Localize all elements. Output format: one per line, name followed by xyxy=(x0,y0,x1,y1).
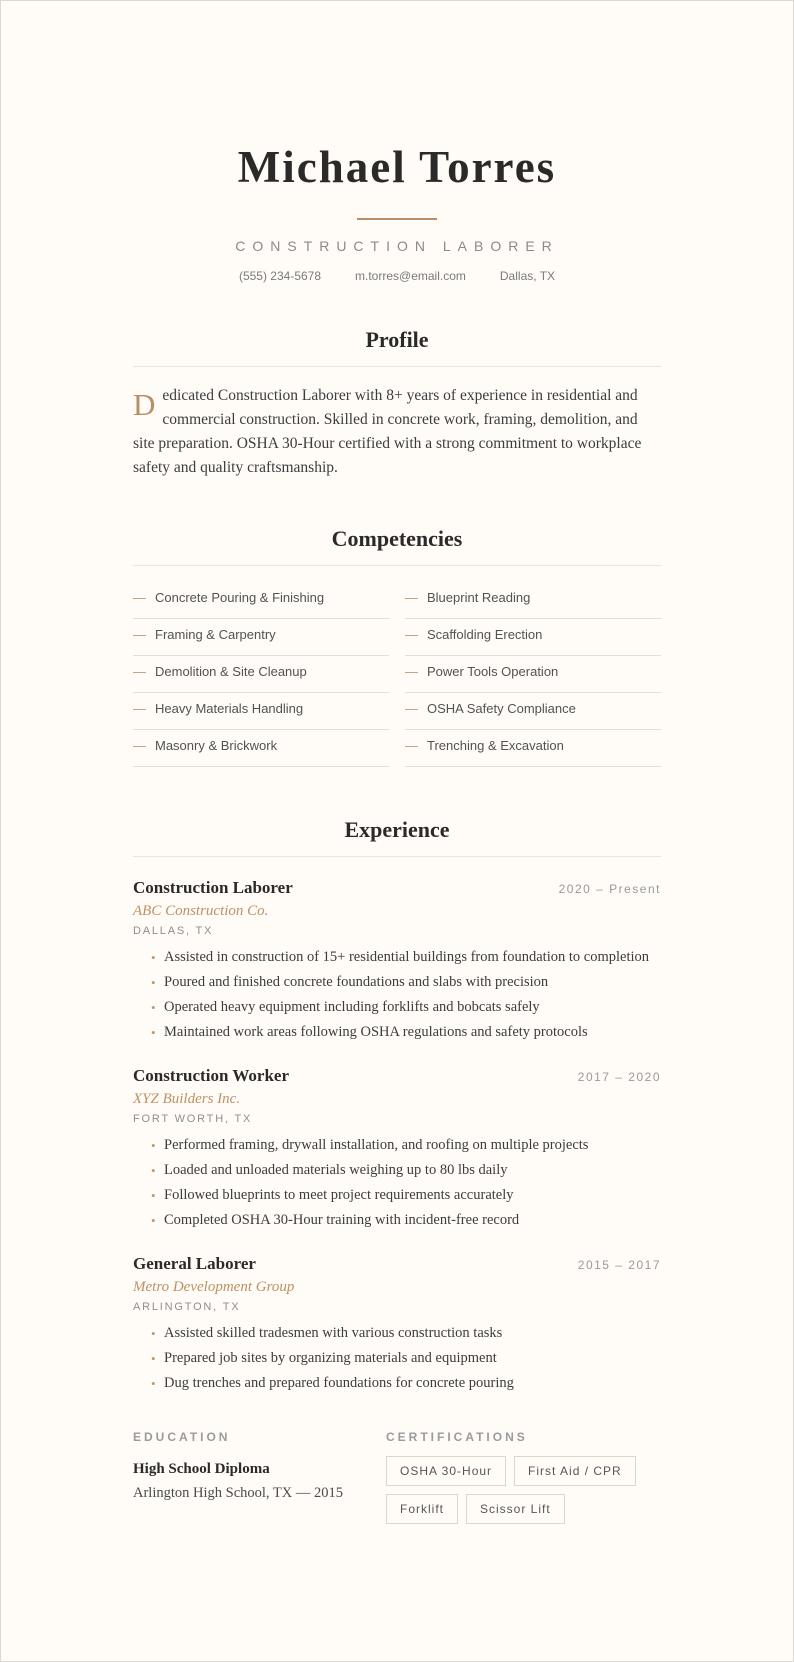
bullet-icon: • xyxy=(151,1326,156,1341)
bullet-item xyxy=(151,1346,661,1371)
person-name: Michael Torres xyxy=(237,142,557,192)
bullet-item xyxy=(151,1208,661,1233)
education-degree: High School Diploma xyxy=(133,1461,270,1477)
bullet-icon: • xyxy=(151,1213,156,1228)
certification-badge: Scissor Lift xyxy=(466,1494,565,1524)
dash-icon: — xyxy=(405,590,418,605)
bullet-icon: • xyxy=(151,1188,156,1203)
profile-rule xyxy=(133,366,661,367)
job-bullets xyxy=(133,1321,661,1396)
bullet-text: Assisted skilled tradesmen with various construction tasks xyxy=(164,1325,503,1341)
job-title: Construction Laborer xyxy=(133,878,293,897)
dash-icon: — xyxy=(133,627,146,642)
skill-label: Framing & Carpentry xyxy=(155,627,276,642)
person-job-title: CONSTRUCTION LABORER xyxy=(235,238,559,254)
bullet-icon: • xyxy=(151,1025,156,1040)
job-entry xyxy=(133,1253,661,1396)
bullet-text: Assisted in construction of 15+ residential buildings from foundation to completion xyxy=(164,949,649,965)
bullet-item xyxy=(151,945,661,970)
skill-item xyxy=(133,590,389,619)
job-head xyxy=(133,877,661,899)
job-location: FORT WORTH, TX xyxy=(133,1113,253,1125)
experience-heading: Experience xyxy=(344,817,450,842)
experience-section xyxy=(133,817,661,1396)
bullet-item xyxy=(151,1158,661,1183)
dash-icon: — xyxy=(405,664,418,679)
job-company: ABC Construction Co. xyxy=(133,903,269,919)
certifications-label: CERTIFICATIONS xyxy=(386,1430,528,1444)
bullet-text: Maintained work areas following OSHA regulations and safety protocols xyxy=(164,1024,588,1040)
bullet-text: Performed framing, drywall installation, and roofing on multiple projects xyxy=(164,1137,589,1153)
dash-icon: — xyxy=(133,738,146,753)
contact-row xyxy=(133,269,661,284)
certifications-block xyxy=(386,1430,661,1524)
skill-item xyxy=(405,627,661,656)
resume-header xyxy=(133,141,661,284)
job-entry xyxy=(133,1065,661,1233)
bullet-icon: • xyxy=(151,1163,156,1178)
job-location: ARLINGTON, TX xyxy=(133,1301,241,1313)
skill-item xyxy=(405,590,661,619)
dash-icon: — xyxy=(133,590,146,605)
bullet-text: Dug trenches and prepared foundations for concrete pouring xyxy=(164,1375,514,1391)
dash-icon: — xyxy=(405,701,418,716)
bullet-icon: • xyxy=(151,1000,156,1015)
job-bullets xyxy=(133,1133,661,1233)
contact-email: m.torres@email.com xyxy=(355,269,466,283)
bullet-text: Prepared job sites by organizing materials and equipment xyxy=(164,1350,497,1366)
bullet-text: Operated heavy equipment including forklifts and bobcats safely xyxy=(164,999,540,1015)
contact-location: Dallas, TX xyxy=(499,269,556,283)
skill-item xyxy=(133,664,389,693)
bullet-item xyxy=(151,1321,661,1346)
bullet-icon: • xyxy=(151,1351,156,1366)
skill-label: Masonry & Brickwork xyxy=(155,738,278,753)
bullet-item xyxy=(151,1133,661,1158)
skills-grid xyxy=(133,590,661,767)
competencies-rule xyxy=(133,565,661,566)
education-school: Arlington High School, TX — 2015 xyxy=(133,1485,343,1501)
job-dates: 2017 – 2020 xyxy=(577,1070,661,1084)
bullet-text: Completed OSHA 30-Hour training with incident-free record xyxy=(164,1212,520,1228)
header-divider xyxy=(357,218,437,220)
skill-item xyxy=(405,738,661,767)
bullet-text: Poured and finished concrete foundations and slabs with precision xyxy=(164,974,549,990)
competencies-section xyxy=(133,526,661,767)
dash-icon: — xyxy=(405,627,418,642)
profile-text xyxy=(133,384,661,480)
bullet-item xyxy=(151,995,661,1020)
skill-label: Power Tools Operation xyxy=(427,664,559,679)
bullet-icon: • xyxy=(151,975,156,990)
bullet-item xyxy=(151,1020,661,1045)
job-head xyxy=(133,1253,661,1275)
skills-column-left xyxy=(133,590,389,767)
bullet-item xyxy=(151,1183,661,1208)
bullet-icon: • xyxy=(151,950,156,965)
bullet-text: Loaded and unloaded materials weighing up to 80 lbs daily xyxy=(164,1162,508,1178)
bullet-icon: • xyxy=(151,1138,156,1153)
profile-section xyxy=(133,327,661,480)
job-head xyxy=(133,1065,661,1087)
skill-label: Scaffolding Erection xyxy=(427,627,543,642)
skills-column-right xyxy=(405,590,661,767)
skill-item xyxy=(405,701,661,730)
bullet-item xyxy=(151,1371,661,1396)
skill-label: OSHA Safety Compliance xyxy=(427,701,576,716)
profile-body: edicated Construction Laborer with 8+ years of experience in residential and commercial construction. Skilled in concrete work, framing, demolition, and site preparation. OSHA 30-Hour certified with a strong commitment to workplace safety and quality craftsmanship. xyxy=(133,387,642,476)
skill-item xyxy=(133,627,389,656)
profile-heading: Profile xyxy=(365,327,429,352)
dash-icon: — xyxy=(133,701,146,716)
job-title: Construction Worker xyxy=(133,1066,289,1085)
competencies-heading: Competencies xyxy=(331,526,463,551)
job-company: XYZ Builders Inc. xyxy=(133,1091,241,1107)
bullet-text: Followed blueprints to meet project requirements accurately xyxy=(164,1187,514,1203)
job-bullets xyxy=(133,945,661,1045)
dash-icon: — xyxy=(405,738,418,753)
skill-label: Heavy Materials Handling xyxy=(155,701,304,716)
experience-rule xyxy=(133,856,661,857)
job-location: DALLAS, TX xyxy=(133,925,214,937)
skill-label: Trenching & Excavation xyxy=(427,738,564,753)
skill-item xyxy=(133,701,389,730)
skill-label: Concrete Pouring & Finishing xyxy=(155,590,325,605)
education-label: EDUCATION xyxy=(133,1430,231,1444)
certification-badges xyxy=(386,1456,661,1524)
certification-badge: OSHA 30-Hour xyxy=(386,1456,506,1486)
certification-badge: First Aid / CPR xyxy=(514,1456,636,1486)
job-dates: 2020 – Present xyxy=(558,882,661,896)
dash-icon: — xyxy=(133,664,146,679)
drop-cap: D xyxy=(133,387,156,422)
job-dates: 2015 – 2017 xyxy=(577,1258,661,1272)
skill-label: Demolition & Site Cleanup xyxy=(155,664,307,679)
skill-label: Blueprint Reading xyxy=(427,590,531,605)
education-block xyxy=(133,1430,386,1524)
bullet-item xyxy=(151,970,661,995)
skill-item xyxy=(133,738,389,767)
job-title: General Laborer xyxy=(133,1254,256,1273)
resume-footer xyxy=(133,1430,661,1524)
certification-badge: Forklift xyxy=(386,1494,458,1524)
job-entry xyxy=(133,877,661,1045)
contact-phone: (555) 234-5678 xyxy=(238,269,322,283)
job-company: Metro Development Group xyxy=(133,1279,295,1295)
bullet-icon: • xyxy=(151,1376,156,1391)
skill-item xyxy=(405,664,661,693)
